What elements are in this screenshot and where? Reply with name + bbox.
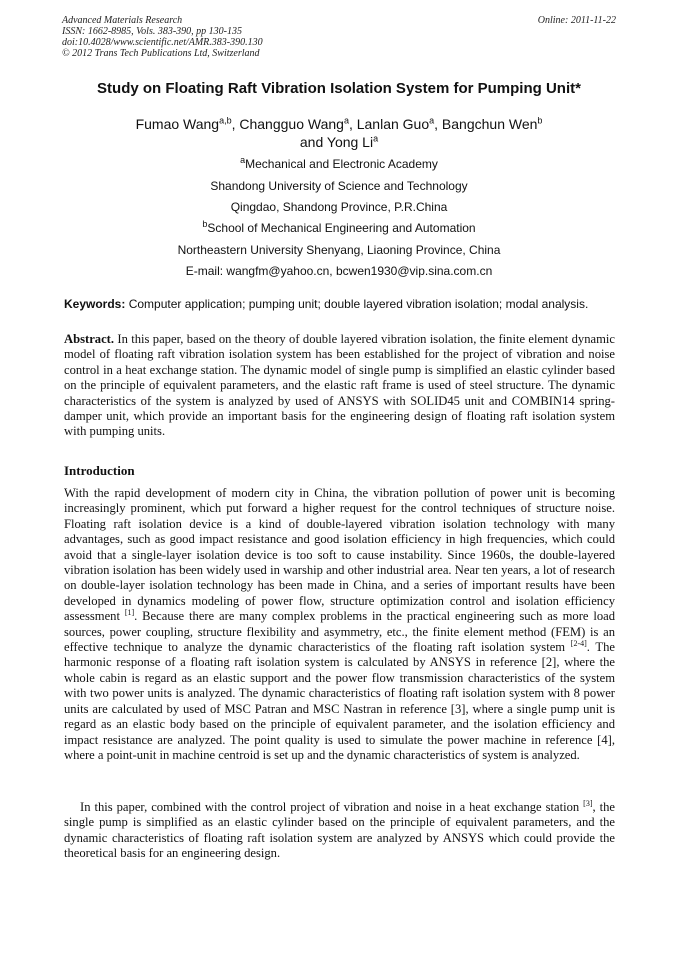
paper-title: Study on Floating Raft Vibration Isolation System for Pumping Unit*	[97, 80, 581, 97]
author-name: and Yong Li	[299, 134, 374, 150]
keywords	[64, 297, 624, 311]
author-line-2	[40, 133, 638, 151]
author-affiliation-mark: b	[537, 115, 543, 126]
introduction-paragraph-2: In this paper, combined with the control project of vibration and noise in a heat exchange station [3], the single pump is simplified as an elastic cylinder based on the principle of equivalent parameters, and the dynamic characteristics of floating raft isolation system are analyzed by ANSYS which could provide the theoretical basis for an engineering design.	[64, 798, 616, 861]
affiliation-a-line-2: Shandong University of Science and Technology	[210, 179, 468, 193]
issn-line: ISSN: 1662-8985, Vols. 383-390, pp 130-135	[62, 26, 242, 37]
author-line-1	[40, 115, 638, 133]
author-affiliation-mark: a,b	[219, 115, 232, 126]
affiliation-b-line-1: $^b$School of Mechanical Engineering and Automation	[202, 219, 476, 235]
abstract-text: In this paper, based on the theory of double layered vibration isolation, the finite element dynamic model of floating raft vibration isolation system has been established for the project of vibration and noise control in a heat exchange station. The dynamic model of single pump is simplified an elastic cylinder based on the principle of equivalent parameters, and the elastic raft frame is used of steel structure. The dynamic characteristics of the system is analyzed by used of ANSYS with SOLID45 unit and COMBIN14 spring-damper unit, which provide an important basis for the engineering design of floating raft isolation system with pumping units.	[64, 332, 615, 439]
affiliation-a-line-1: $^a$Mechanical and Electronic Academy	[240, 155, 438, 171]
author-affiliation-mark: a	[429, 115, 435, 126]
affiliation-b-line-2: Northeastern University Shenyang, Liaoning Province, China	[177, 243, 501, 257]
copyright-line: © 2012 Trans Tech Publications Ltd, Switzerland	[62, 48, 260, 59]
abstract	[64, 332, 615, 440]
section-heading-introduction: Introduction	[64, 463, 135, 478]
journal-header	[62, 15, 422, 59]
affiliation-mark: b	[202, 219, 208, 229]
citation: [3]	[583, 798, 593, 808]
author-list	[40, 115, 638, 151]
online-date: Online: 2011-11-22	[537, 15, 616, 26]
abstract-label: Abstract.	[64, 332, 115, 346]
author-affiliation-mark: a	[373, 133, 379, 144]
doi-line: doi:10.4028/www.scientific.net/AMR.383-390.130	[62, 37, 263, 48]
author-name: Fumao Wang	[135, 116, 220, 132]
citation: [2-4]	[570, 638, 587, 648]
affiliation-mark: a	[240, 155, 246, 165]
author-name: , Lanlan Guo	[348, 116, 430, 132]
author-name: , Changguo Wang	[231, 116, 344, 132]
author-affiliation-mark: a	[343, 115, 349, 126]
citation: [1]	[124, 608, 135, 618]
author-name: , Bangchun Wen	[434, 116, 538, 132]
keywords-text: Computer application; pumping unit; double layered vibration isolation; modal analysis.	[125, 297, 589, 311]
introduction-paragraph-1: With the rapid development of modern city in China, the vibration pollution of power unit is becoming increasingly prominent, which put forward a higher request for the control techniques of structure noise. Floating raft isolation device is a kind of double-layered vibration isolation technology with many advantages, such as good impact resistance and good isolation efficiency in high frequencies, which could avoid that a single-layer isolation device is too soft to cause instability. Since 1960s, the double-layered vibration isolation has been widely used in warship and other industrial area. Near ten years, a lot of research on double-layer isolation technology has been made in China, and a series of important results have been developed in dynamics modeling of power flow, structure optimization control and isolation efficiency assessment [1]. Because there are many complex problems in the practical engineering such as more load sources, power coupling, structure flexibility and asymmetry, etc., the finite element method (FEM) is an effective technique to analyze the dynamic characteristics of the floating raft isolation system [2-4]. The harmonic response of a floating raft isolation system is calculated by ANSYS in reference [2], where the whole cabin is regard as an elastic support and the power flow transmission characteristics of the system with two power units is analyzed. The dynamic characteristics of floating raft isolation system with 8 power units are calculated by used of MSC Patran and MSC Nastran in reference [3], where a single pump unit is regard as an elastic body based on the principle of equivalent parameter, and the isolation efficiency and impact resistance are analyzed. The point quality is used to simulate the power machine in reference [4], where a point-unit in machine centroid is set up and the dynamic characteristics of system is analyzed.	[64, 486, 616, 762]
journal-name: Advanced Materials Research	[62, 15, 183, 26]
contact-email: E-mail: wangfm@yahoo.cn, bcwen1930@vip.sina.com.cn	[185, 264, 493, 278]
affiliation-a-line-3: Qingdao, Shandong Province, P.R.China	[230, 200, 448, 214]
keywords-label: Keywords:	[64, 297, 126, 311]
